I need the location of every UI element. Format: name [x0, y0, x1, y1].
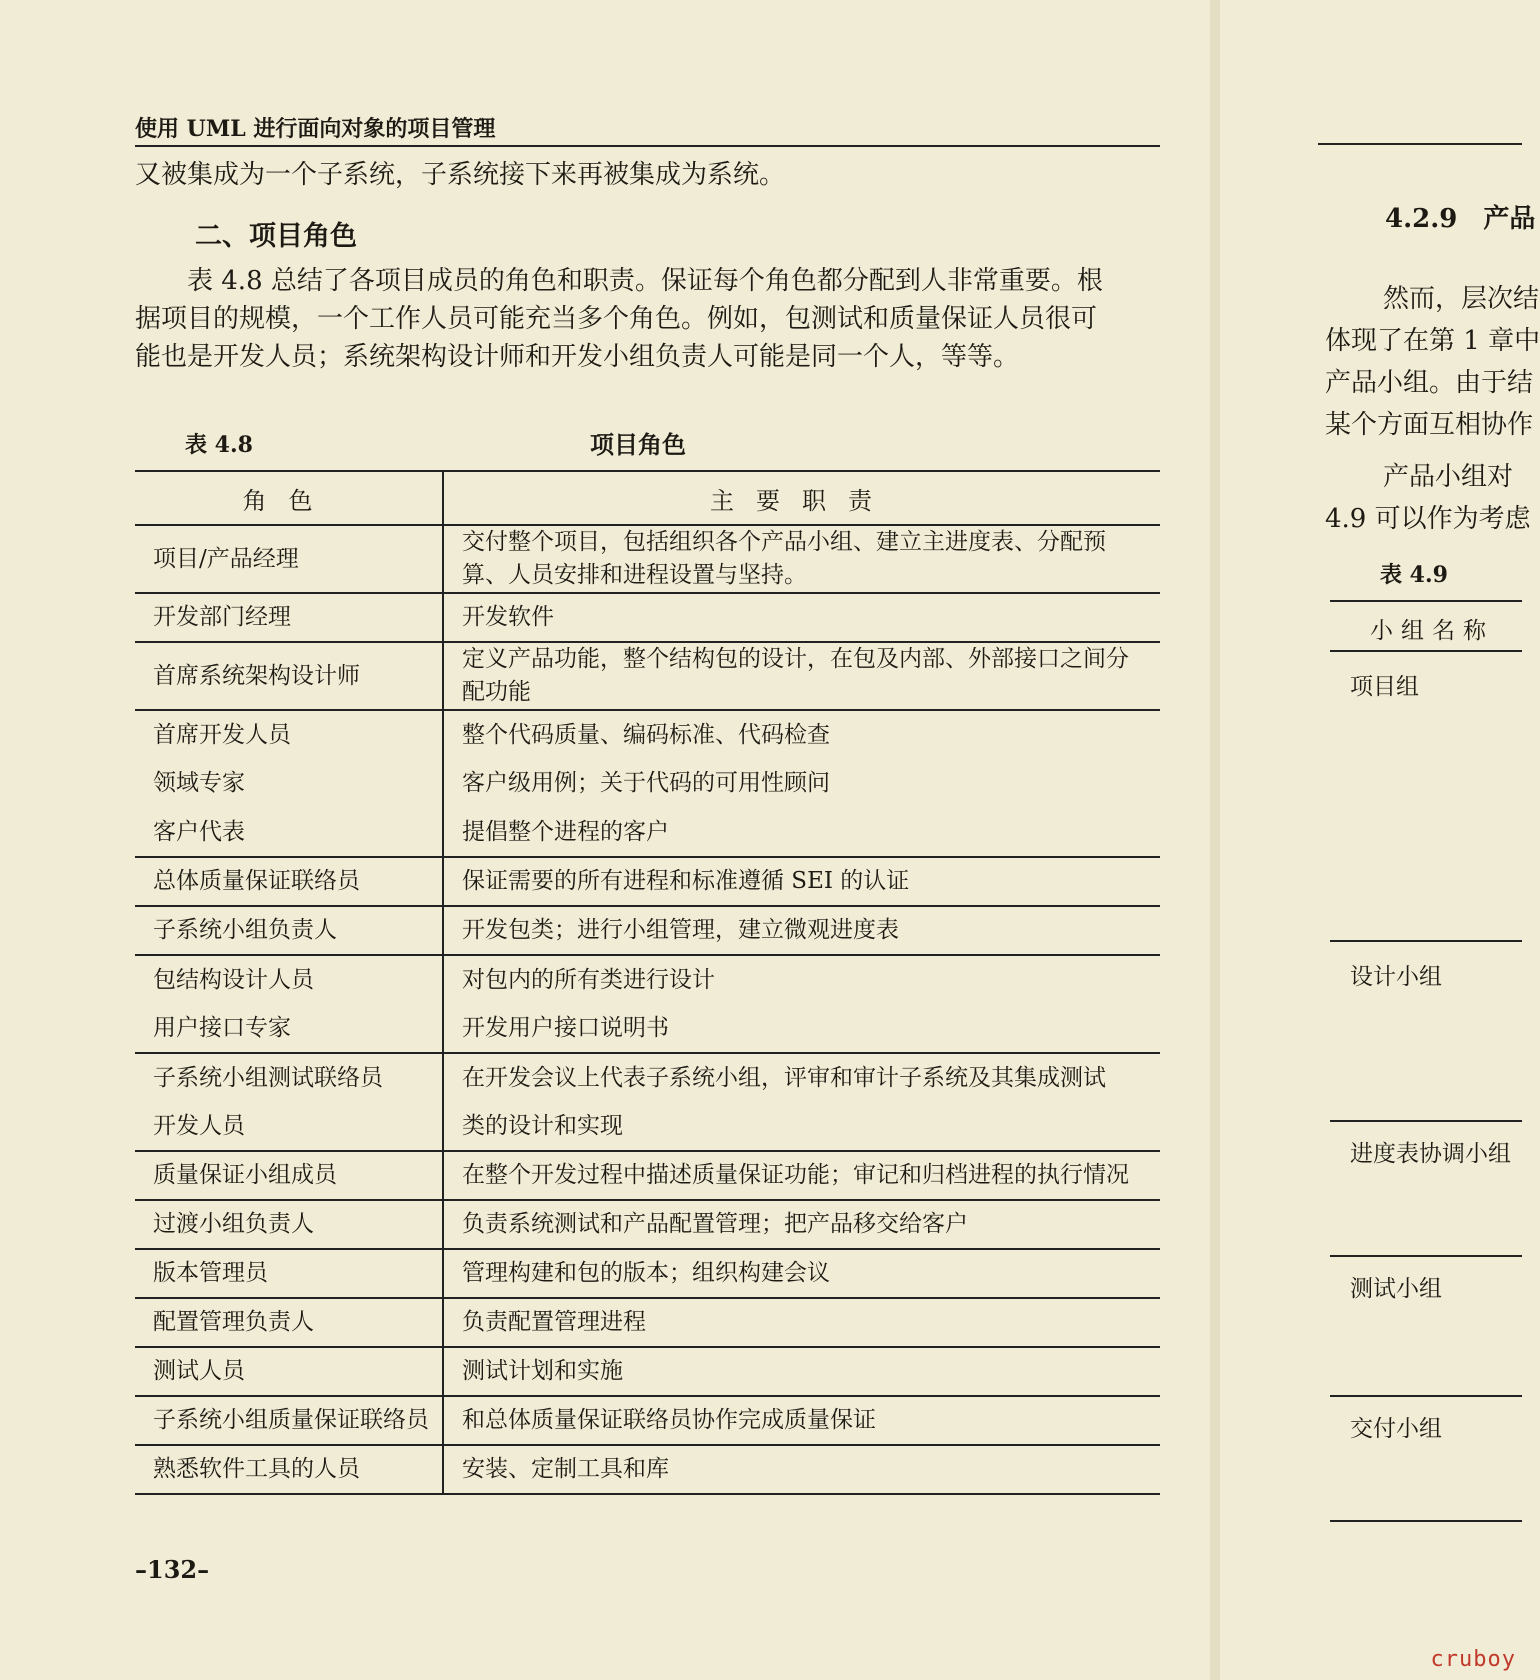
role-cell: 项目/产品经理 — [135, 525, 443, 593]
table-row — [135, 1396, 1160, 1445]
table-row — [135, 1298, 1160, 1347]
table-row — [135, 1102, 1160, 1151]
table-row — [135, 1200, 1160, 1249]
running-header: 使用 UML 进行面向对象的项目管理 — [135, 116, 496, 142]
table-row — [135, 955, 1160, 1004]
duty-cell: 开发包类；进行小组管理，建立微观进度表 — [462, 917, 899, 943]
right-table-rule — [1330, 1120, 1522, 1122]
role-cell: 包结构设计人员 — [135, 955, 443, 1004]
role-cell: 熟悉软件工具的人员 — [135, 1445, 443, 1494]
role-cell: 子系统小组负责人 — [135, 906, 443, 955]
body-line-1: 表 4.8 总结了各项目成员的角色和职责。保证每个角色都分配到人非常重要。根 — [187, 266, 1103, 296]
role-cell: 领域专家 — [135, 759, 443, 808]
section-heading: 二、项目角色 — [195, 221, 357, 252]
team-name: 设计小组 — [1350, 964, 1442, 990]
body-line-3: 能也是开发人员；系统架构设计师和开发小组负责人可能是同一个人，等等。 — [135, 342, 1020, 372]
role-cell: 总体质量保证联络员 — [135, 857, 443, 906]
team-name: 测试小组 — [1350, 1276, 1442, 1302]
role-cell: 版本管理员 — [135, 1249, 443, 1298]
right-body-line: 产品小组。由于结 — [1325, 368, 1534, 398]
table-row — [135, 1249, 1160, 1298]
duty-cell: 交付整个项目，包括组织各个产品小组、建立主进度表、分配预算、人员安排和进程设置与坚持。 — [462, 529, 1106, 588]
role-cell: 子系统小组质量保证联络员 — [135, 1396, 443, 1445]
duty-cell: 管理构建和包的版本；组织构建会议 — [462, 1260, 830, 1286]
table-caption-title: 项目角色 — [590, 430, 686, 459]
team-name: 项目组 — [1350, 674, 1419, 700]
right-table-rule — [1330, 1255, 1522, 1257]
right-body-line: 体现了在第 1 章中 — [1325, 326, 1540, 356]
role-cell: 质量保证小组成员 — [135, 1151, 443, 1200]
right-body-line: 然而，层次结 — [1383, 284, 1540, 314]
right-table-rule — [1330, 600, 1522, 602]
duty-cell: 提倡整个进程的客户 — [462, 818, 669, 845]
right-body-line: 4.9 可以作为考虑 — [1325, 504, 1531, 534]
right-body-line: 产品小组对 — [1383, 462, 1514, 492]
body-line-2: 据项目的规模，一个工作人员可能充当多个角色。例如，包测试和质量保证人员很可 — [135, 304, 1098, 334]
team-name: 进度表协调小组 — [1350, 1141, 1511, 1167]
duty-cell: 在整个开发过程中描述质量保证功能；审记和归档进程的执行情况 — [462, 1162, 1129, 1188]
book-gutter — [1210, 0, 1220, 1680]
role-cell: 开发人员 — [135, 1102, 443, 1151]
table-row — [135, 1445, 1160, 1494]
table-row — [135, 525, 1160, 593]
table-row — [135, 1151, 1160, 1200]
role-cell: 开发部门经理 — [135, 593, 443, 642]
right-table-rule — [1330, 940, 1522, 942]
role-cell: 测试人员 — [135, 1347, 443, 1396]
team-name: 交付小组 — [1350, 1416, 1442, 1442]
roles-table — [135, 470, 1160, 1495]
duty-cell: 对包内的所有类进行设计 — [462, 966, 715, 993]
role-cell: 用户接口专家 — [135, 1004, 443, 1053]
table-row — [135, 710, 1160, 759]
table-row — [135, 1004, 1160, 1053]
column-header-duty: 主要职责 — [443, 471, 1160, 525]
table-row — [135, 593, 1160, 642]
duty-cell: 客户级用例；关于代码的可用性顾问 — [462, 770, 830, 796]
table-row — [135, 1347, 1160, 1396]
duty-cell: 负责配置管理进程 — [462, 1309, 646, 1335]
right-table-caption: 表 4.9 — [1380, 562, 1448, 588]
page-number: –132– — [135, 1555, 210, 1584]
table-row — [135, 642, 1160, 710]
duty-cell: 在开发会议上代表子系统小组，评审和审计子系统及其集成测试 — [462, 1064, 1106, 1091]
right-table-rule — [1330, 650, 1522, 652]
table-row — [135, 808, 1160, 857]
table-row — [135, 1053, 1160, 1102]
role-cell: 首席系统架构设计师 — [135, 642, 443, 710]
column-header-role: 角色 — [135, 471, 443, 525]
duty-cell: 测试计划和实施 — [462, 1358, 623, 1384]
right-section-heading: 4.2.9 产品 — [1385, 204, 1536, 234]
duty-cell: 整个代码质量、编码标准、代码检查 — [462, 721, 830, 748]
role-cell: 首席开发人员 — [135, 710, 443, 759]
duty-cell: 保证需要的所有进程和标准遵循 SEI 的认证 — [462, 868, 910, 894]
right-body-line: 某个方面互相协作 — [1325, 410, 1534, 440]
watermark: cruboy — [1430, 1647, 1516, 1672]
table-row — [135, 759, 1160, 808]
table-row — [135, 857, 1160, 906]
duty-cell: 开发软件 — [462, 604, 554, 630]
right-header-rule — [1318, 143, 1522, 145]
right-column-header: 小组名称 — [1370, 618, 1494, 644]
role-cell: 配置管理负责人 — [135, 1298, 443, 1347]
duty-cell: 开发用户接口说明书 — [462, 1014, 669, 1041]
duty-cell: 和总体质量保证联络员协作完成质量保证 — [462, 1407, 876, 1433]
role-cell: 客户代表 — [135, 808, 443, 857]
header-rule — [135, 145, 1160, 147]
intro-line: 又被集成为一个子系统，子系统接下来再被集成为系统。 — [135, 160, 786, 190]
duty-cell: 定义产品功能，整个结构包的设计，在包及内部、外部接口之间分配功能 — [462, 646, 1129, 705]
right-table-rule — [1330, 1395, 1522, 1397]
duty-cell: 负责系统测试和产品配置管理；把产品移交给客户 — [462, 1211, 968, 1237]
duty-cell: 类的设计和实现 — [462, 1112, 623, 1139]
duty-cell: 安装、定制工具和库 — [462, 1456, 669, 1482]
role-cell: 子系统小组测试联络员 — [135, 1053, 443, 1102]
table-row — [135, 906, 1160, 955]
role-cell: 过渡小组负责人 — [135, 1200, 443, 1249]
right-table-rule — [1330, 1520, 1522, 1522]
table-caption-number: 表 4.8 — [185, 432, 253, 458]
